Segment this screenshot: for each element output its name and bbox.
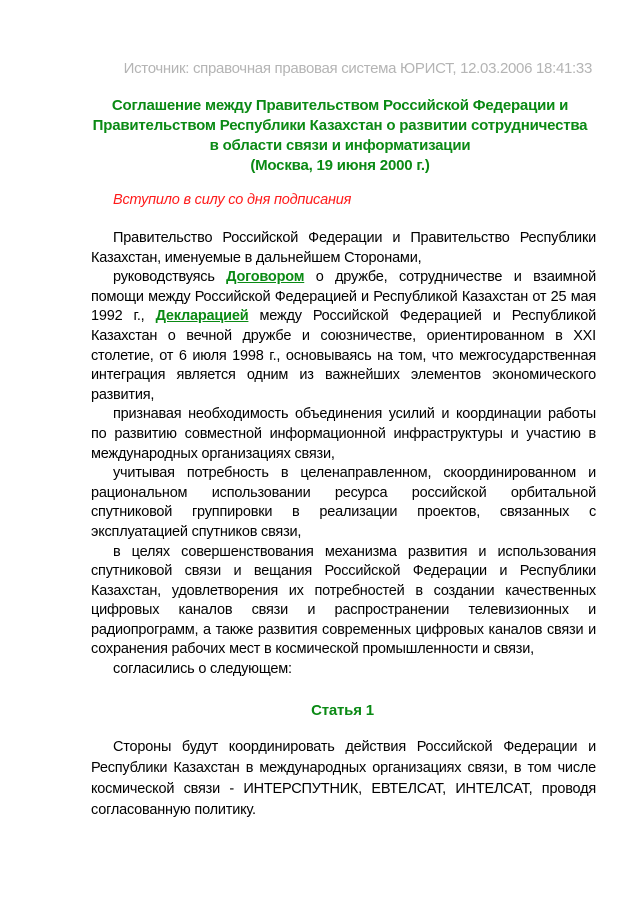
paragraph: признавая необходимость объединения усилий и координации работы по развитию совместной информационной инфраструктуры и участию в международных организациях связи,: [91, 406, 596, 462]
paragraph: в целях совершенствования механизма развития и использования спутниковой связи и вещания Российской Федерации и Республики Казахстан, удовлетворения их потребностей в создании качественных цифровых каналов связи и распространении телевизионных и радиопрограмм, а также развития современных цифровых каналов связи и сохранения рабочих мест в космической промышленности и связи,: [91, 543, 596, 658]
source-line: Источник: справочная правовая система ЮРИСТ, 12.03.2006 18:41:33: [123, 60, 592, 77]
status-note: Вступило в силу со дня подписания: [113, 192, 352, 208]
paragraph: учитывая потребность в целенаправленном, скоординированном и рациональном использовании ресурса российской орбитальной спутниковой группировки в реализации проектов, связанных с эксплуатацией спутников связи,: [91, 465, 596, 540]
title-line-2: Правительством Республики Казахстан о развитии сотрудничества: [92, 117, 588, 134]
text: между Российской Федерацией и Республикой Казахстан о вечной дружбе и союзничестве, ориентированном в XXI столетие, от 6 июля 1998 г., основываясь на том, что межгосударственная интеграция является одним из важнейших элементов экономического развития,: [91, 308, 596, 403]
paragraph: согласились о следующем:: [113, 661, 292, 678]
text: о дружбе, сотрудничестве и взаимной помощи между Российской Федерацией и Республикой Казахстан от 25 мая 1992 г.,: [91, 269, 596, 325]
article-body: [91, 737, 596, 821]
paragraph: Стороны будут координировать действия Российской Федерации и Республики Казахстан в международных организациях связи, в том числе космической связи - ИНТЕРСПУТНИК, ЕВТЕЛСАТ, ИНТЕЛСАТ, проводя согласованную политику.: [91, 739, 596, 818]
text: руководствуясь: [113, 269, 227, 286]
article-heading: Статья 1: [311, 702, 374, 719]
declaration-link[interactable]: Декларацией: [155, 308, 249, 325]
preamble: [91, 229, 596, 680]
paragraph-with-links: [91, 268, 596, 405]
treaty-link[interactable]: Договором: [226, 269, 305, 286]
title-date: (Москва, 19 июня 2000 г.): [250, 157, 430, 174]
title-line-1: Соглашение между Правительством Российской Федерации и: [111, 97, 569, 114]
title-line-3: в области связи и информатизации: [209, 137, 471, 154]
paragraph: Правительство Российской Федерации и Правительство Республики Казахстан, именуемые в дальнейшем Сторонами,: [91, 230, 596, 266]
document-title: [90, 96, 590, 176]
